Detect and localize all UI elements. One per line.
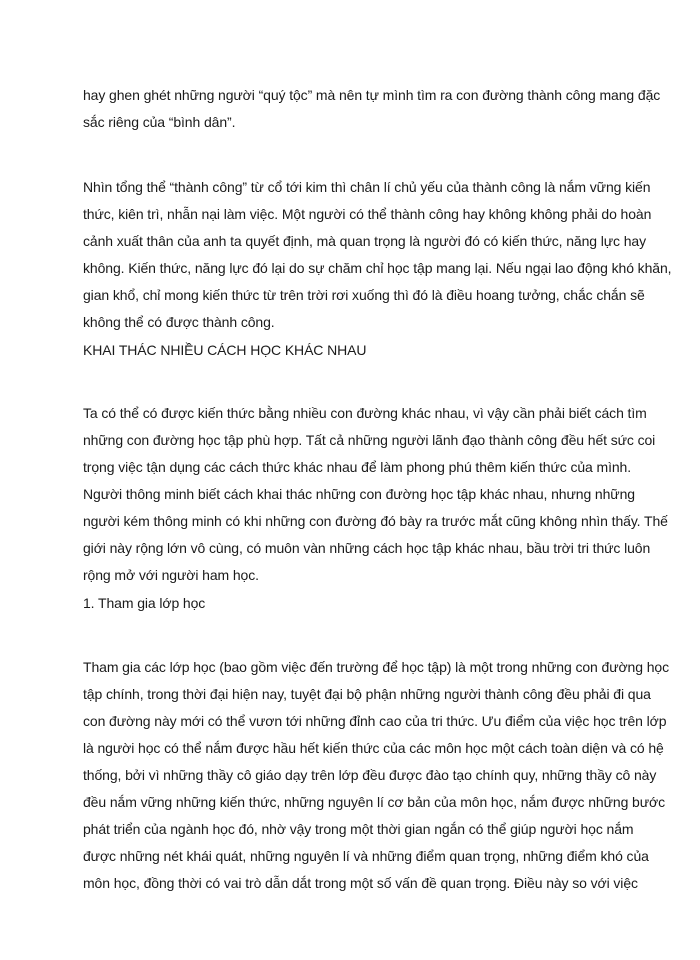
paragraph-success	[83, 174, 671, 336]
text-line: giới này rộng lớn vô cùng, có muôn vàn những cách học tập khác nhau, bầu trời tri thức luôn	[83, 540, 651, 556]
heading-text: KHAI THÁC NHIỀU CÁCH HỌC KHÁC NHAU	[83, 342, 367, 358]
paragraph-learning-paths	[83, 400, 668, 589]
text-line: hay ghen ghét những người “quý tộc” mà nên tự mình tìm ra con đường thành công mang đặc	[83, 87, 661, 103]
text-line: cảnh xuất thân của anh ta quyết định, mà quan trọng là người đó có kiến thức, năng lực hay	[83, 233, 646, 249]
text-line: được những nét khái quát, những nguyên lí và những điểm quan trọng, những điểm khó của	[83, 848, 649, 864]
text-line: Người thông minh biết cách khai thác những con đường học tập khác nhau, nhưng những	[83, 486, 635, 502]
text-line: phát triển của ngành học đó, nhờ vậy trong một thời gian ngắn có thể giúp người học nắm	[83, 821, 634, 837]
paragraph-intro-end	[83, 82, 660, 136]
text-line: tập chính, trong thời đại hiện nay, tuyệt đại bộ phận những người thành công đều phải đi qua	[83, 686, 651, 702]
section-heading	[83, 337, 366, 364]
text-line: con đường này mới có thể vươn tới những đỉnh cao của tri thức. Ưu điểm của việc học trên lớp	[83, 713, 667, 729]
text-line: những con đường học tập phù hợp. Tất cả những người lãnh đạo thành công đều hết sức coi	[83, 432, 656, 448]
text-line: Nhìn tổng thể “thành công” từ cổ tới kim thì chân lí chủ yếu của thành công là nắm vững kiến	[83, 179, 651, 195]
text-line: trọng việc tận dụng các cách thức khác nhau để làm phong phú thêm kiến thức của mình.	[83, 459, 632, 475]
text-line: không. Kiến thức, năng lực đó lại do sự chăm chỉ học tập mang lại. Nếu ngại lao động khó khăn,	[83, 260, 672, 276]
text-line: đều nắm vững những kiến thức, những nguyên lí cơ bản của môn học, nắm được những bước	[83, 794, 665, 810]
text-line: thống, bởi vì những thầy cô giáo dạy trên lớp đều được đào tạo chính quy, những thầy cô này	[83, 767, 657, 783]
text-line: là người học có thể nắm được hầu hết kiến thức của các môn học một cách toàn diện và có hệ	[83, 740, 664, 756]
text-line: sắc riêng của “bình dân”.	[83, 114, 236, 130]
text-line: gian khổ, chỉ mong kiến thức từ trên trời rơi xuống thì đó là điều hoang tưởng, chắc chắn sẽ	[83, 287, 645, 303]
text-line: Ta có thể có được kiến thức bằng nhiều con đường khác nhau, vì vậy cần phải biết cách tìm	[83, 405, 647, 421]
text-line: môn học, đồng thời có vai trò dẫn dắt trong một số vấn đề quan trọng. Điều này so với việc	[83, 875, 638, 891]
text-line: thức, kiên trì, nhẫn nại làm việc. Một người có thể thành công hay không không phải do hoàn	[83, 206, 652, 222]
paragraph-classes	[83, 654, 669, 897]
text-line: không thể có được thành công.	[83, 314, 275, 330]
text-line: Tham gia các lớp học (bao gồm việc đến trường để học tập) là một trong những con đường học	[83, 659, 669, 675]
subheading	[83, 590, 205, 617]
text-line: người kém thông minh có khi những con đường đó bày ra trước mắt cũng không nhìn thấy. Thế	[83, 513, 668, 529]
text-line: rộng mở với người ham học.	[83, 567, 259, 583]
subheading-text: 1. Tham gia lớp học	[83, 595, 206, 611]
